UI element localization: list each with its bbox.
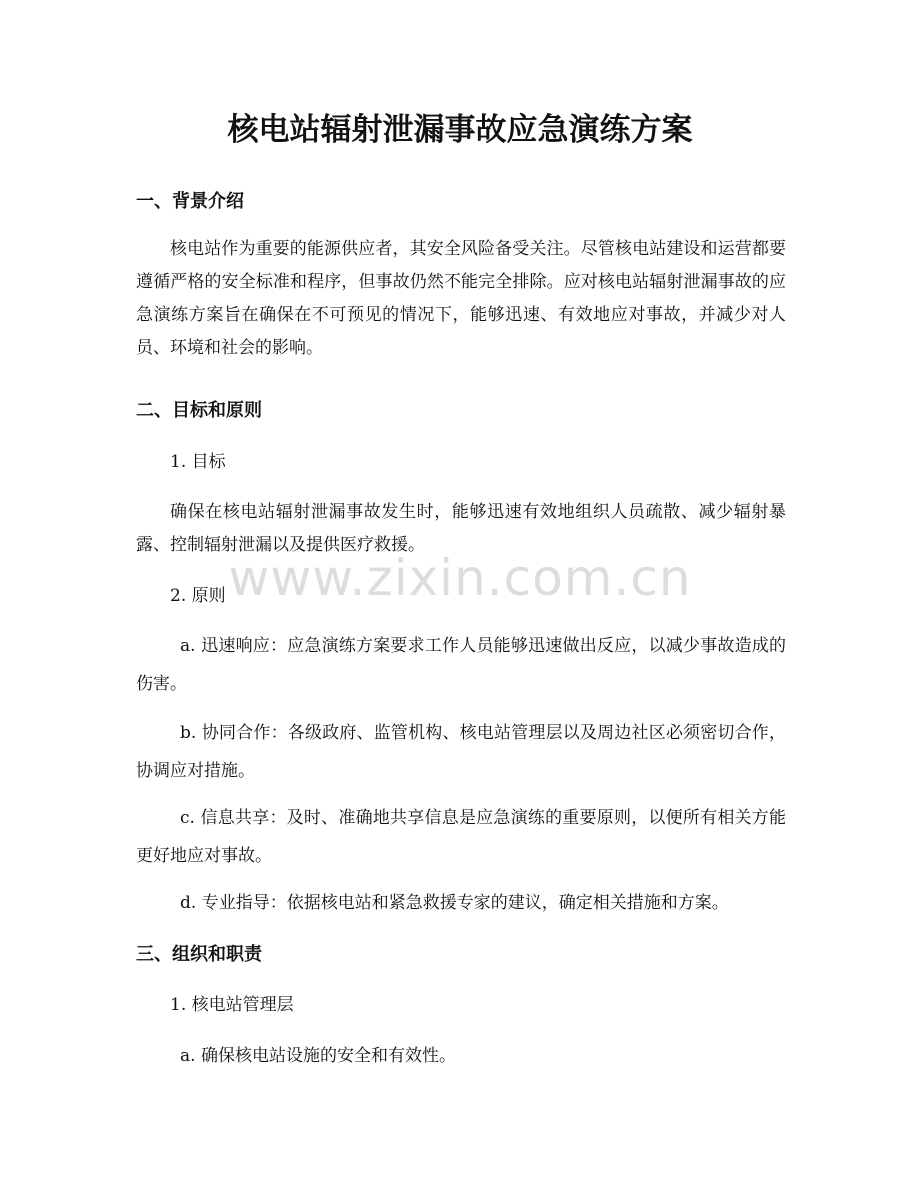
section-heading-goals-principles: 二、目标和原则	[136, 400, 262, 421]
section-heading-background: 一、背景介绍	[136, 191, 244, 212]
principle-b: b. 协同合作：各级政府、监管机构、核电站管理层以及周边社区必须密切合作，协调应对措施。	[136, 723, 786, 781]
background-paragraph: 核电站作为重要的能源供应者，其安全风险备受关注。尽管核电站建设和运营都要遵循严格的安全标准和程序，但事故仍然不能完全排除。应对核电站辐射泄漏事故的应急演练方案旨在确保在不可预见的情况下，能够迅速、有效地应对事故，并减少对人员、环境和社会的影响。	[136, 239, 786, 358]
goal-item-label: 1. 目标	[170, 452, 226, 472]
principle-item-label: 2. 原则	[170, 586, 226, 606]
org-sub-a: a. 确保核电站设施的安全和有效性。	[180, 1046, 456, 1066]
principle-d: d. 专业指导：依据核电站和紧急救援专家的建议，确定相关措施和方案。	[180, 893, 729, 913]
principle-a: a. 迅速响应：应急演练方案要求工作人员能够迅速做出反应，以减少事故造成的伤害。	[136, 636, 786, 694]
org-item-label: 1. 核电站管理层	[170, 995, 294, 1015]
section-heading-organization: 三、组织和职责	[136, 944, 262, 965]
goal-paragraph: 确保在核电站辐射泄漏事故发生时，能够迅速有效地组织人员疏散、减少辐射暴露、控制辐射泄漏以及提供医疗救援。	[136, 502, 786, 555]
watermark: www.zixin.com.cn	[228, 549, 692, 607]
document-title: 核电站辐射泄漏事故应急演练方案	[227, 112, 693, 148]
principle-c: c. 信息共享：及时、准确地共享信息是应急演练的重要原则，以便所有相关方能更好地应对事故。	[136, 808, 786, 866]
